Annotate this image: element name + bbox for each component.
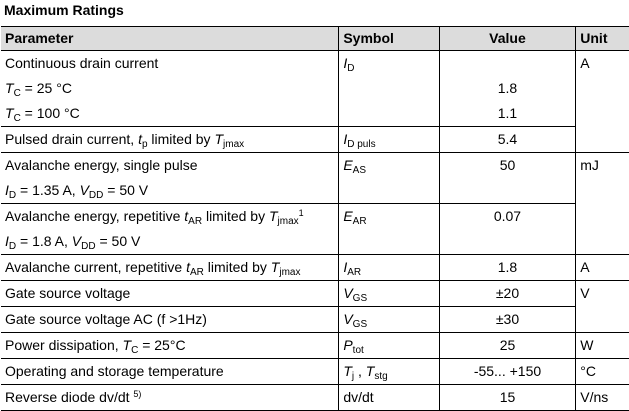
symbol-part: AS [352, 165, 367, 176]
symbol-line [343, 51, 438, 76]
parameter-part: = 25°C [138, 337, 186, 353]
parameter-line [5, 359, 338, 384]
value-cell [439, 333, 576, 359]
symbol-line [343, 333, 438, 358]
parameter-part: jmax [223, 139, 245, 150]
symbol-part: stg [374, 371, 388, 382]
parameter-part: = 1.8 A, [16, 233, 72, 249]
parameter-part: limited by [203, 259, 271, 275]
parameter-part: AR [188, 216, 203, 227]
parameter-part: Power dissipation, [5, 337, 123, 353]
unit-line: W [580, 337, 594, 353]
table-row [1, 153, 629, 204]
value-line: 25 [499, 337, 516, 353]
parameter-line [5, 333, 338, 358]
value-cell [439, 307, 576, 333]
symbol-line [343, 204, 438, 229]
symbol-line [343, 307, 438, 332]
value-line: 5.4 [497, 131, 518, 147]
unit-line [580, 127, 629, 152]
symbol-part: E [343, 208, 353, 224]
value-cell [439, 153, 576, 204]
symbol-cell [339, 204, 439, 255]
parameter-line [5, 127, 338, 152]
unit-cell [576, 307, 629, 333]
parameter-cell [1, 385, 339, 411]
parameter-cell [1, 281, 339, 307]
value-cell [439, 385, 576, 411]
parameter-part: AR [189, 267, 204, 278]
table-row [1, 51, 629, 127]
parameter-line [5, 178, 338, 203]
parameter-cell [1, 51, 339, 127]
unit-cell [576, 127, 629, 153]
parameter-part: C [13, 113, 21, 124]
value-cell [439, 127, 576, 153]
parameter-part: jmax [279, 267, 301, 278]
parameter-part: T [5, 105, 14, 121]
parameter-part: = 25 °C [20, 80, 72, 96]
parameter-part: D [8, 190, 17, 201]
parameter-part: V [79, 182, 89, 198]
parameter-part: = 50 V [103, 182, 149, 198]
parameter-part: Operating and storage temperature [5, 363, 224, 379]
parameter-part: t [138, 131, 142, 147]
parameter-part: limited by [147, 131, 215, 147]
symbol-cell [339, 127, 439, 153]
symbol-cell [339, 281, 439, 307]
parameter-part: T [214, 131, 224, 147]
unit-line: V/ns [580, 389, 609, 405]
value-line: 1.8 [497, 259, 518, 275]
parameter-part: I [5, 182, 9, 198]
column-header-unit: Unit [576, 27, 629, 51]
parameter-line [5, 153, 338, 178]
table-header-row [1, 27, 629, 51]
symbol-line [343, 281, 438, 306]
parameter-part: DD [88, 190, 104, 201]
parameter-cell [1, 333, 339, 359]
parameter-part: Avalanche energy, single pulse [5, 157, 198, 173]
value-line: 50 [499, 157, 516, 173]
parameter-part: DD [81, 241, 96, 252]
symbol-cell [339, 153, 439, 204]
parameter-line [5, 76, 338, 101]
table-title: Maximum Ratings [4, 2, 124, 18]
symbol-part: dv/dt [343, 389, 374, 405]
parameter-cell [1, 359, 339, 385]
parameter-cell [1, 255, 339, 281]
parameter-line [5, 385, 338, 410]
symbol-part: I [343, 131, 348, 147]
symbol-cell [339, 51, 439, 127]
parameter-part: Continuous drain current [5, 55, 159, 71]
symbol-part: GS [352, 319, 368, 330]
symbol-cell [339, 333, 439, 359]
table-row [1, 359, 629, 385]
parameter-part: = 50 V [95, 233, 141, 249]
table-row [1, 385, 629, 411]
parameter-cell [1, 307, 339, 333]
unit-cell [576, 281, 629, 307]
symbol-cell [339, 385, 439, 411]
symbol-cell [339, 255, 439, 281]
symbol-cell [339, 359, 439, 385]
unit-line: A [580, 55, 590, 71]
value-line: 1.1 [497, 105, 518, 121]
parameter-part: T [268, 208, 278, 224]
symbol-part: I [343, 259, 348, 275]
parameter-part: 5) [133, 389, 142, 399]
parameter-cell [1, 204, 339, 255]
unit-line [580, 307, 629, 332]
unit-line: mJ [580, 157, 599, 173]
parameter-line [5, 51, 338, 76]
unit-line: A [580, 259, 590, 275]
value-line: 1.8 [497, 80, 518, 96]
unit-cell [576, 255, 629, 281]
symbol-part: T [343, 363, 352, 379]
value-line: ±30 [495, 311, 520, 327]
table-row [1, 127, 629, 153]
symbol-cell [339, 307, 439, 333]
symbol-line [343, 153, 438, 178]
column-header-parameter: Parameter [1, 27, 339, 51]
parameter-part: p [141, 139, 148, 150]
value-line [440, 51, 576, 76]
parameter-part: jmax [277, 216, 299, 227]
parameter-part: T [122, 337, 132, 353]
symbol-line [343, 127, 438, 152]
value-line: ±20 [495, 285, 520, 301]
parameter-part: D [8, 241, 17, 252]
parameter-part: t [186, 259, 190, 275]
unit-cell [576, 204, 629, 255]
symbol-part: I [343, 55, 348, 71]
parameter-cell [1, 153, 339, 204]
symbol-part: AR [347, 267, 362, 278]
symbol-part: AR [352, 216, 367, 227]
unit-cell [576, 359, 629, 385]
symbol-part: P [343, 337, 353, 353]
parameter-part: Avalanche energy, repetitive [5, 208, 185, 224]
unit-cell [576, 385, 629, 411]
table-row [1, 307, 629, 333]
parameter-part: Pulsed drain current, [5, 131, 139, 147]
value-line: -55... +150 [473, 363, 542, 379]
column-header-value: Value [439, 27, 576, 51]
table-row [1, 281, 629, 307]
symbol-part: V [343, 285, 353, 301]
parameter-part: T [5, 80, 14, 96]
value-cell [439, 281, 576, 307]
parameter-part: Gate source voltage AC (f >1Hz) [5, 311, 207, 327]
unit-line: °C [580, 363, 596, 379]
symbol-part: T [365, 363, 375, 379]
symbol-part: , [354, 363, 366, 379]
value-cell [439, 51, 576, 127]
parameter-part: T [270, 259, 280, 275]
unit-line: V [580, 285, 590, 301]
table-row [1, 204, 629, 255]
value-line: 0.07 [493, 208, 522, 224]
value-cell [439, 359, 576, 385]
parameter-part: C [13, 88, 21, 99]
unit-line [580, 204, 629, 229]
parameter-line [5, 307, 338, 332]
symbol-part: D [347, 63, 355, 74]
symbol-part: tot [352, 345, 364, 356]
parameter-part: 1 [298, 208, 304, 218]
parameter-part: Reverse diode dv/dt [5, 389, 134, 405]
value-cell [439, 204, 576, 255]
symbol-part: GS [352, 293, 368, 304]
parameter-part: V [71, 233, 82, 249]
table-row [1, 333, 629, 359]
parameter-part: limited by [202, 208, 269, 224]
symbol-part: D puls [347, 139, 376, 150]
unit-cell [576, 153, 629, 204]
value-line: 15 [499, 389, 516, 405]
parameter-line [5, 281, 338, 306]
symbol-line [343, 359, 438, 384]
table-row [1, 255, 629, 281]
symbol-part: V [343, 311, 353, 327]
parameter-part: = 1.35 A, [16, 182, 80, 198]
parameter-line [5, 229, 338, 254]
parameter-line [5, 255, 338, 280]
symbol-line [343, 255, 438, 280]
symbol-part: E [343, 157, 353, 173]
maximum-ratings-table [1, 26, 629, 411]
unit-cell [576, 51, 629, 127]
column-header-symbol: Symbol [339, 27, 439, 51]
parameter-part: C [131, 345, 139, 356]
parameter-part: = 100 °C [20, 105, 80, 121]
parameter-part: Gate source voltage [5, 285, 131, 301]
symbol-part: j [351, 371, 355, 382]
parameter-cell [1, 127, 339, 153]
parameter-line [5, 101, 338, 126]
parameter-part: Avalanche current, repetitive [5, 259, 187, 275]
parameter-part: I [5, 233, 9, 249]
unit-cell [576, 333, 629, 359]
value-cell [439, 255, 576, 281]
parameter-line [5, 204, 338, 229]
symbol-line [343, 385, 438, 410]
parameter-part: t [184, 208, 189, 224]
